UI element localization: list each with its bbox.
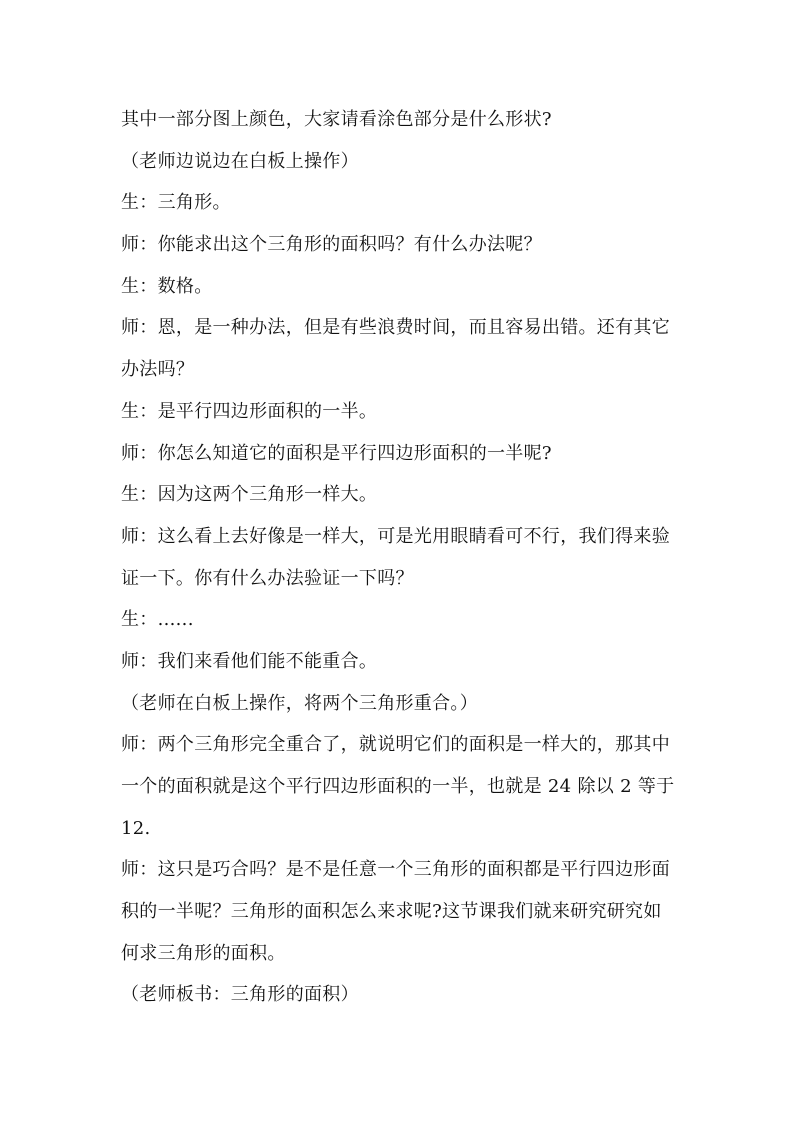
text-line: （老师边说边在白板上操作） [121, 150, 359, 172]
text-line: 12. [121, 817, 151, 839]
text-line: 师：你怎么知道它的面积是平行四边形面积的一半呢? [121, 442, 552, 464]
text-line: 生：数格。 [121, 275, 213, 297]
text-line: （老师板书：三角形的面积） [121, 984, 359, 1006]
text-line: 师：恩，是一种办法，但是有些浪费时间，而且容易出错。还有其它 [121, 317, 670, 339]
text-line: 师：两个三角形完全重合了，就说明它们的面积是一样大的，那其中 [121, 734, 670, 756]
text-line: 办法吗？ [121, 359, 195, 381]
text-line: 师：我们来看他们能不能重合。 [121, 650, 378, 672]
text-line: 生：...... [121, 609, 194, 631]
text-line: 师：这只是巧合吗？是不是任意一个三角形的面积都是平行四边形面 [121, 859, 670, 881]
text-line: 生：是平行四边形面积的一半。 [121, 400, 378, 422]
text-line: 一个的面积就是这个平行四边形面积的一半，也就是 24 除以 2 等于 [121, 776, 675, 797]
text-line: 何求三角形的面积。 [121, 942, 286, 964]
text-line: 证一下。你有什么办法验证一下吗？ [121, 567, 414, 589]
text-line: 其中一部分图上颜色，大家请看涂色部分是什么形状? [121, 109, 552, 130]
text-line: 积的一半呢？三角形的面积怎么来求呢?这节课我们就来研究研究如 [121, 901, 662, 923]
text-line: 生：因为这两个三角形一样大。 [121, 484, 378, 506]
text-line: 师：这么看上去好像是一样大，可是光用眼睛看可不行，我们得来验 [121, 525, 670, 547]
text-line: 生：三角形。 [121, 192, 231, 214]
text-line: （老师在白板上操作，将两个三角形重合。） [121, 692, 478, 714]
text-line: 师：你能求出这个三角形的面积吗？有什么办法呢？ [121, 234, 542, 256]
document-body [121, 99, 681, 1016]
